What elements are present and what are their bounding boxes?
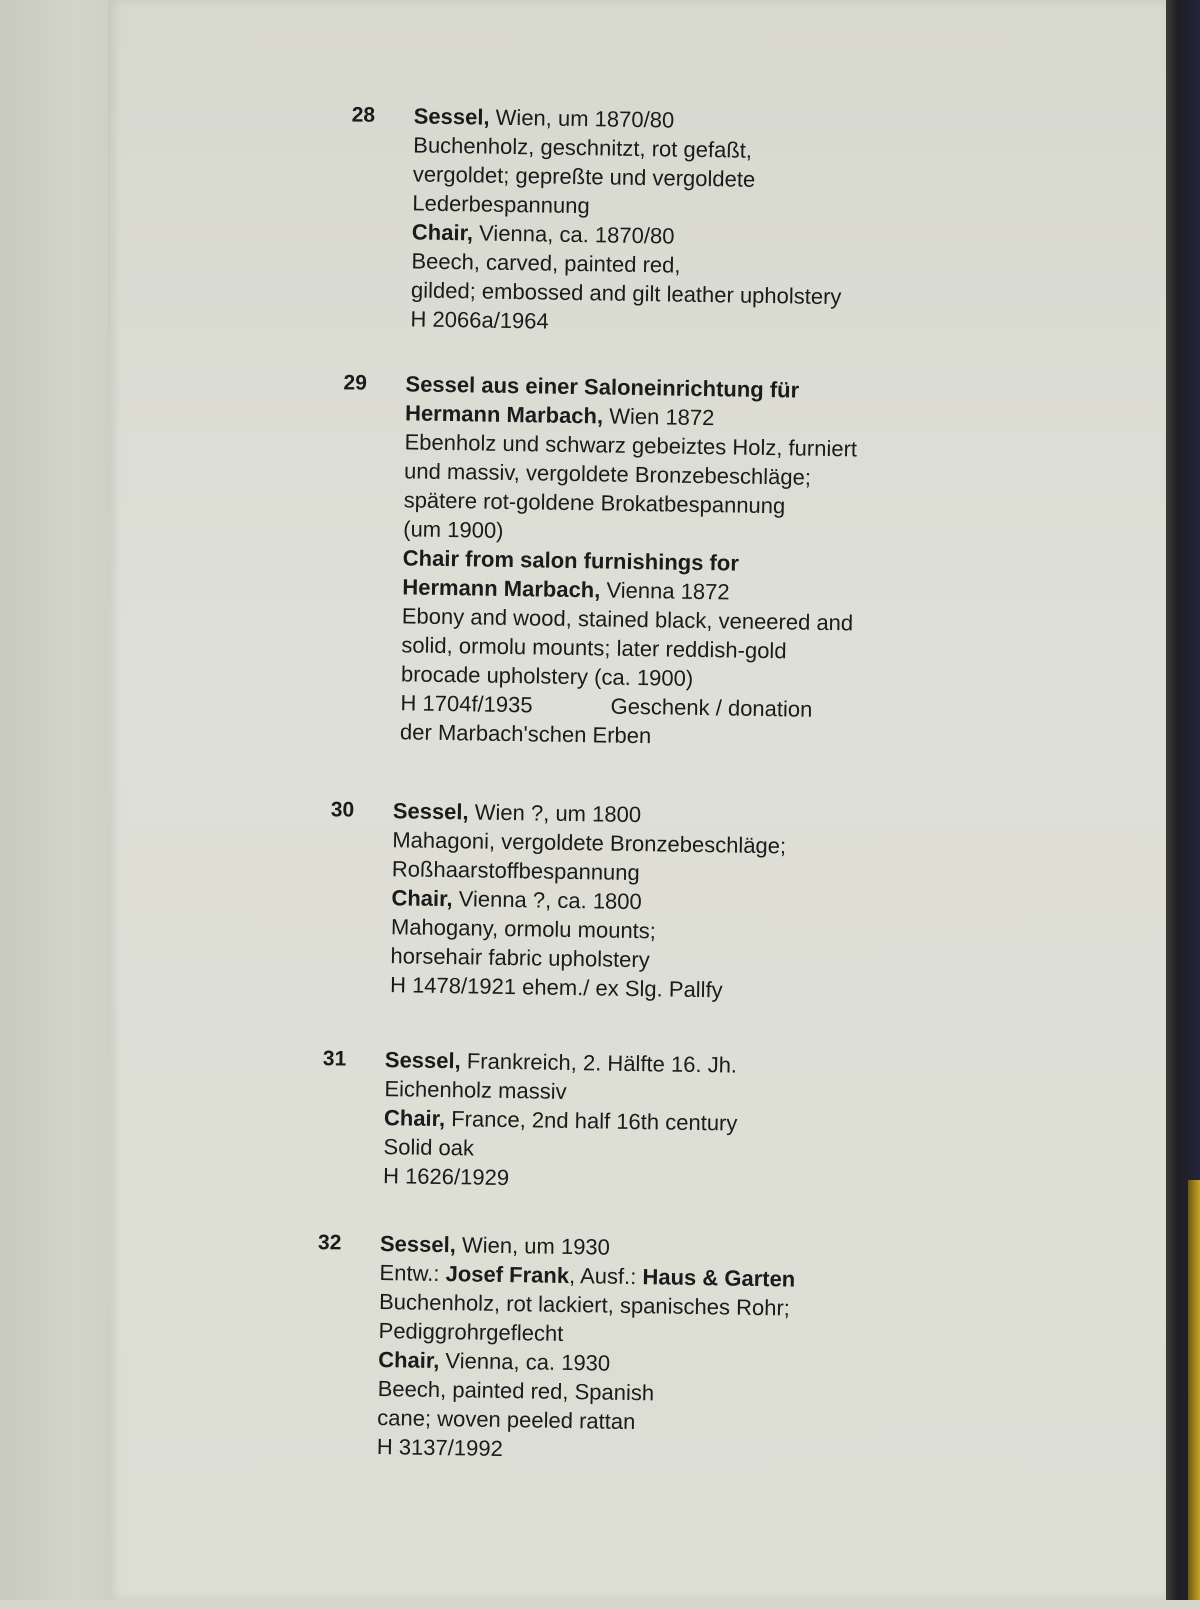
designer-name: Josef Frank — [445, 1261, 570, 1289]
inventory-number: H 2066a/1964 — [410, 306, 549, 334]
entry-title-detail: Wien, um 1870/80 — [489, 104, 675, 133]
entry-title-en: Chair, — [391, 885, 453, 912]
entry-title: Sessel, — [413, 103, 490, 130]
entry-text-line: Mahagoni, vergoldete Bronzebeschläge; — [392, 827, 787, 859]
entry-text-line: (um 1900) — [403, 516, 504, 543]
entry-title-en: Chair from salon furnishings for — [402, 545, 740, 576]
catalog-entry-31 — [322, 1045, 739, 1196]
book-edge-highlight — [1188, 1180, 1200, 1600]
entry-title: Sessel, — [384, 1047, 461, 1074]
entry-title-detail: Frankreich, 2. Hälfte 16. Jh. — [460, 1048, 738, 1078]
donation-note: Geschenk / donation — [610, 693, 813, 722]
entry-title-detail: Vienna, ca. 1930 — [439, 1348, 611, 1376]
entry-title-detail: Wien, um 1930 — [455, 1232, 611, 1260]
inventory-number: H 3137/1992 — [376, 1434, 503, 1462]
entry-text-line: vergoldet; gepreßte und vergoldete — [412, 161, 756, 192]
entry-number: 29 — [343, 371, 368, 395]
entry-title: Hermann Marbach, — [404, 400, 604, 429]
catalog-entry-30 — [330, 796, 787, 1005]
entry-text-line: cane; woven peeled rattan — [377, 1405, 636, 1435]
catalog-entry-29 — [343, 369, 858, 753]
entry-title-en: Chair, — [383, 1105, 446, 1132]
entry-text-line: solid, ormolu mounts; later reddish-gold — [401, 632, 787, 664]
entry-text-line: spätere rot-goldene Brokatbespannung — [403, 487, 786, 519]
entry-text-line: Lederbespannung — [412, 190, 590, 219]
entry-text-line: brocade upholstery (ca. 1900) — [400, 661, 694, 691]
entry-title-detail: France, 2nd half 16th century — [444, 1106, 738, 1136]
entry-title-detail: Wien 1872 — [602, 403, 715, 431]
entry-text-line: Mahogany, ormolu mounts; — [390, 914, 657, 944]
entry-title: Sessel aus einer Saloneinrichtung für — [405, 371, 800, 403]
entry-title-detail: Wien ?, um 1800 — [468, 799, 642, 828]
designer-label: Entw.: — [379, 1260, 446, 1287]
entry-number: 30 — [330, 798, 355, 822]
entry-text-line: Beech, carved, painted red, — [411, 248, 681, 278]
entry-text-line: gilded; embossed and gilt leather upholstery — [410, 277, 842, 310]
entry-title-en: Hermann Marbach, — [402, 574, 601, 603]
catalog-entry-28 — [351, 101, 844, 340]
entry-text-line: Roßhaarstoffbespannung — [391, 856, 640, 886]
entry-title-detail: Vienna ?, ca. 1800 — [452, 886, 642, 915]
entry-text-line: Beech, painted red, Spanish — [377, 1376, 655, 1406]
maker-label: , Ausf.: — [568, 1263, 643, 1290]
entry-title-en: Chair, — [377, 1347, 440, 1374]
entry-text-line: und massiv, vergoldete Bronzebeschläge; — [403, 458, 812, 490]
entry-text-line: Solid oak — [383, 1134, 475, 1161]
catalog-entry-32 — [317, 1229, 796, 1468]
entry-text-line: Pediggrohrgeflecht — [378, 1318, 564, 1346]
inventory-number: H 1626/1929 — [382, 1163, 510, 1191]
entry-number: 28 — [351, 103, 376, 127]
entry-text-line: Ebony and wood, stained black, veneered and — [401, 603, 854, 636]
entry-title-detail: Vienna, ca. 1870/80 — [472, 220, 675, 249]
entry-text-line: Buchenholz, geschnitzt, rot gefaßt, — [413, 132, 753, 163]
entry-title-detail: Vienna 1872 — [600, 577, 730, 605]
entry-text-line: Ebenholz und schwarz gebeiztes Holz, furniert — [404, 429, 858, 462]
entry-title-en: Chair, — [411, 219, 474, 246]
entry-text-line: der Marbach'schen Erben — [399, 719, 652, 749]
entry-number: 32 — [317, 1231, 342, 1255]
entry-text-line: Buchenholz, rot lackiert, spanisches Rohr; — [378, 1289, 791, 1321]
maker-name: Haus & Garten — [642, 1264, 796, 1292]
entry-text-line: Eichenholz massiv — [384, 1076, 567, 1104]
entry-title: Sessel, — [379, 1231, 457, 1258]
entry-title: Sessel, — [392, 798, 469, 825]
inventory-number: H 1478/1921 ehem./ ex Slg. Pallfy — [389, 972, 723, 1003]
entry-number: 31 — [322, 1047, 347, 1071]
inventory-number: H 1704f/1935 — [400, 690, 533, 718]
entry-text-line: horsehair fabric upholstery — [390, 943, 650, 973]
